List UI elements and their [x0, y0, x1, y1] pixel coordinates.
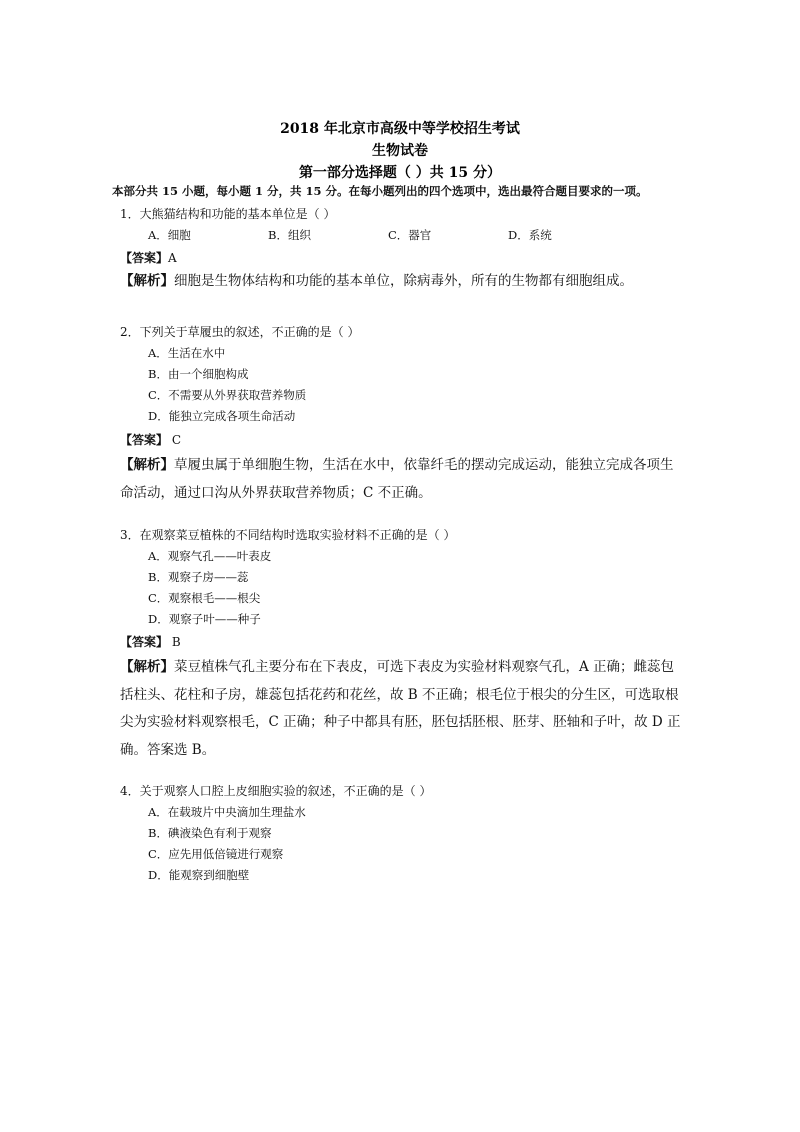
- explanation-line: 括柱头、花柱和子房，雄蕊包括花药和花丝，故 B 不正确；根毛位于根尖的分生区，可选取根: [120, 686, 679, 703]
- answer-value: B: [168, 635, 181, 649]
- section-heading: 第一部分选择题（ ）共 15 分）: [298, 165, 502, 181]
- question-2-option-d: D．能独立完成各项生命活动: [148, 409, 296, 423]
- question-2-explanation: [120, 452, 680, 507]
- question-1-option-d: D．系统: [508, 228, 552, 242]
- question-2-option-a: A．生活在水中: [148, 346, 226, 360]
- question-2-option-c: C．不需要从外界获取营养物质: [148, 388, 307, 402]
- explanation-line: 菜豆植株气孔主要分布在下表皮，可选下表皮为实验材料观察气孔，A 正确；雌蕊包: [174, 659, 675, 675]
- explanation-label: 【解析】: [120, 659, 174, 675]
- question-4-stem: 4．关于观察人口腔上皮细胞实验的叙述，不正确的是（ ）: [120, 784, 432, 798]
- question-1-stem: 1．大熊猫结构和功能的基本单位是（ ）: [120, 207, 336, 221]
- question-4-option-c: C．应先用低倍镜进行观察: [148, 847, 284, 861]
- answer-value: A: [168, 251, 177, 265]
- question-1-option-a: A．细胞: [148, 228, 191, 242]
- exam-subtitle: 生物试卷: [372, 143, 428, 159]
- explanation-label: 【解析】: [120, 273, 174, 289]
- explanation-line: 命活动，通过口沟从外界获取营养物质；C 不正确。: [120, 484, 432, 501]
- question-3-stem: 3．在观察菜豆植株的不同结构时选取实验材料不正确的是（ ）: [120, 528, 456, 542]
- question-2-stem: 2．下列关于草履虫的叙述，不正确的是（ ）: [120, 325, 360, 339]
- question-3-option-a: A．观察气孔——叶表皮: [148, 549, 272, 563]
- answer-label: 【答案】: [120, 635, 169, 649]
- question-3-option-b: B．观察子房——蕊: [148, 570, 249, 584]
- question-3-option-d: D．观察子叶——种子: [148, 612, 261, 626]
- question-1-answer: [120, 250, 177, 266]
- question-1-option-b: B．组织: [268, 228, 311, 242]
- question-2-answer: [120, 432, 181, 448]
- explanation-line: 尖为实验材料观察根毛，C 正确；种子中都具有胚，胚包括胚根、胚芽、胚轴和子叶，故 D 正: [120, 714, 681, 730]
- question-2-option-b: B．由一个细胞构成: [148, 367, 249, 381]
- explanation-label: 【解析】: [120, 457, 174, 473]
- section-instructions: 本部分共 15 小题，每小题 1 分，共 15 分。在每小题列出的四个选项中，选出最符合题目要求的一项。: [112, 184, 648, 198]
- question-3-option-c: C．观察根毛——根尖: [148, 591, 261, 605]
- question-1-option-c: C．器官: [388, 228, 432, 242]
- question-1-explanation: [120, 268, 680, 296]
- explanation-line: 确。答案选 B。: [120, 741, 216, 758]
- exam-title: 2018 年北京市高级中等学校招生考试: [280, 121, 520, 137]
- answer-label: 【答案】: [120, 251, 169, 265]
- question-3-explanation: [120, 654, 680, 764]
- explanation-line: 细胞是生物体结构和功能的基本单位，除病毒外，所有的生物都有细胞组成。: [174, 273, 633, 289]
- explanation-line: 草履虫属于单细胞生物，生活在水中，依靠纤毛的摆动完成运动，能独立完成各项生: [174, 457, 674, 473]
- question-4-option-d: D．能观察到细胞壁: [148, 868, 250, 882]
- question-4-option-b: B．碘液染色有利于观察: [148, 826, 272, 840]
- answer-label: 【答案】: [120, 433, 169, 447]
- answer-value: C: [168, 433, 182, 447]
- question-4-option-a: A．在载玻片中央滴加生理盐水: [148, 805, 306, 819]
- question-3-answer: [120, 634, 181, 650]
